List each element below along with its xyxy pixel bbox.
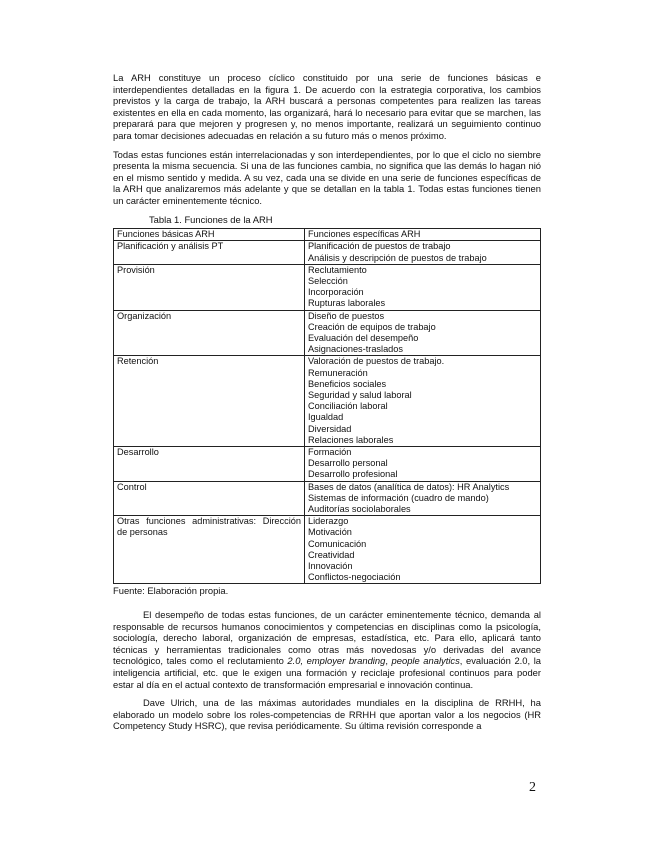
- specific-item: Seguridad y salud laboral: [308, 389, 412, 400]
- table-row: [114, 356, 541, 447]
- specific-item: Auditorías sociolaborales: [308, 504, 411, 514]
- table-row: [114, 481, 541, 516]
- table-source: Fuente: Elaboración propia.: [113, 585, 229, 597]
- paragraph-3-text: , evaluación 2.0, la inteligencia artificial, etc. que le exigen una formación y reciclaje profesional continuos para poder estar al día en el actual contexto de transformación empresarial e innovación continua.: [113, 655, 541, 690]
- specific-item: Igualdad: [308, 412, 344, 423]
- basic-function: Desarrollo: [114, 446, 305, 481]
- specific-item: Beneficios sociales: [308, 378, 387, 389]
- paragraph-3-italic: people analytics: [391, 655, 460, 667]
- specific-item: Sistemas de información (cuadro de mando): [308, 492, 489, 503]
- basic-function: Otras funciones administrativas: Dirección de personas: [114, 516, 305, 584]
- paragraph-3-italic: 2.0, employer branding: [287, 655, 386, 667]
- specific-item: Desarrollo personal: [308, 458, 388, 469]
- specific-item: Diversidad: [308, 423, 352, 434]
- specific-functions: [305, 516, 541, 584]
- specific-item: Creatividad: [308, 549, 355, 560]
- page-number: 2: [529, 780, 536, 795]
- specific-item: Conciliación laboral: [308, 401, 388, 412]
- specific-item: Valoración de puestos de trabajo.: [308, 356, 445, 367]
- specific-item: Conflictos-negociación: [308, 572, 401, 583]
- table-row: [114, 264, 541, 310]
- specific-functions: [305, 356, 541, 447]
- table-header-row: [114, 229, 541, 241]
- table-row: [114, 241, 541, 264]
- specific-item: Reclutamiento: [308, 264, 367, 275]
- specific-item: Selección: [308, 275, 348, 286]
- paragraph-4: Dave Ulrich, una de las máximas autoridades mundiales en la disciplina de RRHH, ha elaborado un modelo sobre los roles-competencias de RRHH que aportan valor a los negocios (HR Competency Study HSRC), que revisa periódicamente. Su última revisión corresponde a: [113, 697, 541, 732]
- table-row: [114, 516, 541, 584]
- specific-item: Incorporación: [308, 287, 364, 298]
- paragraph-1: La ARH constituye un proceso cíclico constituido por una serie de funciones básicas e interdependientes detalladas en la figura 1. De acuerdo con la estrategia corporativa, los cambios previstos y la carga de trabajo, la ARH buscará a personas competentes para realizen las tareas existentes en ella en cada momento, las organizará, hará lo necesario para evitar que se marchen, las preparará para que mejoren y progresen y, no menos importante, realizará un seguimiento continuo para tomar decisiones adecuadas en relación a su futuro más o menos próximo.: [113, 72, 541, 141]
- specific-functions: [305, 446, 541, 481]
- header-specific: Funciones específicas ARH: [305, 229, 541, 241]
- specific-item: Formación: [308, 446, 352, 457]
- paragraph-3-text: El desempeño de todas estas funciones, de un carácter eminentemente técnico, demanda al responsable de recursos humanos conocimientos y competencias en disciplinas como la psicología, sociología, derecho laboral, organización de empresas, estadística, etc. Para ello, aplicará tanto técnicas y herramientas tradicionales como otras más novedosas y/o derivadas del avance tecnológico, tales como el reclutamiento: [113, 609, 541, 667]
- specific-item: Rupturas laborales: [308, 298, 386, 309]
- specific-item: Bases de datos (analítica de datos): HR Analytics: [308, 481, 510, 492]
- specific-item: Motivación: [308, 527, 352, 538]
- paragraph-3: [113, 609, 541, 690]
- specific-item: Remuneración: [308, 367, 368, 378]
- basic-function: Planificación y análisis PT: [114, 241, 305, 264]
- specific-item: Innovación: [308, 561, 353, 572]
- specific-item: Liderazgo: [308, 516, 349, 527]
- specific-item: Planificación de puestos de trabajo: [308, 241, 451, 252]
- document-page: [113, 72, 541, 739]
- specific-item: Desarrollo profesional: [308, 469, 398, 480]
- specific-item: Diseño de puestos: [308, 310, 385, 321]
- specific-item: Evaluación del desempeño: [308, 332, 419, 343]
- header-basic: Funciones básicas ARH: [114, 229, 305, 241]
- paragraph-2: Todas estas funciones están interrelacionadas y son interdependientes, por lo que el ciclo no siembre presenta la misma secuencia. Si una de las funciones cambia, no significa que las demás lo hagan nió en el mismo sentido y medida. A su vez, cada una se divide en una serie de funciones específicas de la ARH que analizaremos más adelante y que se detallan en la tabla 1. Todas estas funciones tienen un carácter eminentemente técnico.: [113, 148, 541, 206]
- basic-function: Organización: [114, 310, 305, 356]
- functions-table: [113, 228, 541, 584]
- specific-item: Creación de equipos de trabajo: [308, 321, 436, 332]
- table-caption: Tabla 1. Funciones de la ARH: [149, 213, 273, 225]
- specific-functions: [305, 310, 541, 356]
- specific-item: Relaciones laborales: [308, 434, 394, 445]
- table-row: [114, 446, 541, 481]
- specific-functions: [305, 241, 541, 264]
- basic-function: Provisión: [114, 264, 305, 310]
- specific-item: Análisis y descripción de puestos de trabajo: [308, 252, 487, 263]
- basic-function: Control: [114, 481, 305, 516]
- specific-functions: [305, 264, 541, 310]
- specific-functions: [305, 481, 541, 516]
- basic-function: Retención: [114, 356, 305, 447]
- specific-item: Comunicación: [308, 538, 367, 549]
- table-row: [114, 310, 541, 356]
- paragraph-3-text: ,: [385, 655, 392, 667]
- specific-item: Asignaciones-traslados: [308, 344, 403, 355]
